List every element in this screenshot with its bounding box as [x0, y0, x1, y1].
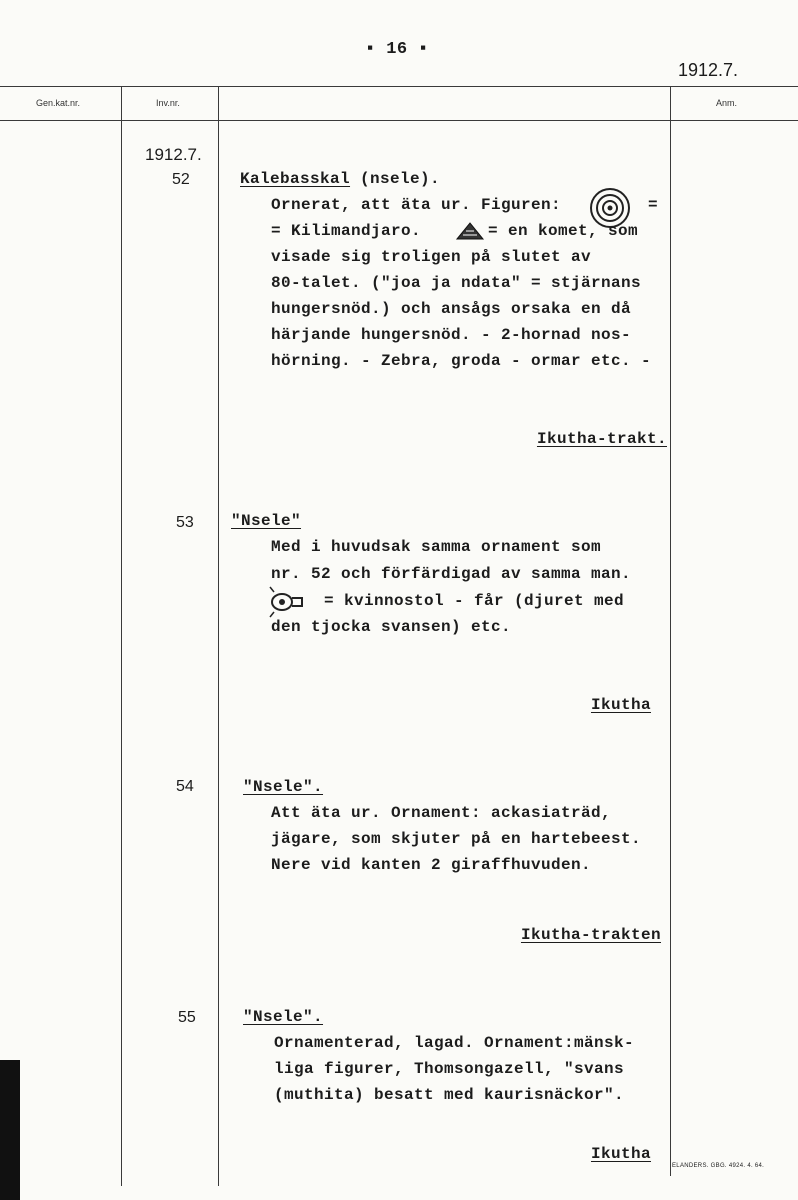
- entry-55-number: 55: [178, 1009, 196, 1026]
- entry-52-line-6: hungersnöd.) och ansågs orsaka en då: [271, 300, 632, 318]
- page-number: ▪ 16 ▪: [365, 40, 429, 59]
- entry-52-title-rest: (nsele).: [350, 170, 441, 188]
- page-number-dash: ▪: [365, 40, 387, 59]
- entry-52-line-4: visade sig troligen på slutet av: [271, 248, 592, 266]
- header-top-rule: [0, 86, 798, 87]
- entry-52-line-2: = Kilimandjaro.: [271, 222, 422, 240]
- entry-53-number: 53: [176, 514, 194, 531]
- entry-53-line-2: nr. 52 och förfärdigad av samma man.: [271, 565, 632, 583]
- group-year: 1912.7.: [145, 145, 202, 164]
- entry-55-title: [243, 1008, 323, 1026]
- entry-52-title-row: [240, 170, 440, 188]
- column-divider-2: [218, 86, 219, 1186]
- entry-55-title-text: "Nsele".: [243, 1008, 324, 1026]
- entry-54-place: Ikutha-trakten: [520, 926, 661, 944]
- entry-55-place: Ikutha: [590, 1145, 651, 1163]
- column-divider-3: [670, 86, 671, 1176]
- stool-figure-icon: [268, 586, 308, 618]
- column-header-inv-nr: Inv.nr.: [156, 98, 180, 108]
- entry-52-title: Kalebasskal: [240, 170, 351, 188]
- entry-55-line-3: (muthita) besatt med kaurisnäckor".: [274, 1086, 625, 1104]
- printer-mark: ELANDERS. GBG. 4924. 4. 64.: [672, 1163, 765, 1169]
- entry-52-equals: =: [648, 196, 659, 214]
- entry-54-number: 54: [176, 778, 194, 795]
- column-divider-1: [121, 86, 122, 1186]
- entry-52-number: 52: [172, 171, 190, 188]
- entry-52-line-7: härjande hungersnöd. - 2-hornad nos-: [271, 326, 632, 344]
- entry-53-line-1: Med i huvudsak samma ornament som: [271, 538, 602, 556]
- entry-54-title: [243, 778, 323, 796]
- column-header-gen-kat-nr: Gen.kat.nr.: [36, 98, 81, 108]
- left-edge-bar: [0, 1060, 20, 1200]
- column-header-anm: Anm.: [716, 98, 738, 108]
- entry-54-line-1: Att äta ur. Ornament: ackasiaträd,: [271, 804, 612, 822]
- entry-52-line-1: Ornerat, att äta ur. Figuren:: [271, 196, 562, 214]
- entry-52-line-3: = en komet, som: [488, 222, 639, 240]
- kilimanjaro-mountain-icon: [455, 221, 485, 241]
- page-number-text: 16: [386, 40, 408, 59]
- entry-53-place: Ikutha: [590, 696, 651, 714]
- entry-53-title: "Nsele": [231, 512, 302, 530]
- entry-54-line-2: jägare, som skjuter på en hartebeest.: [271, 830, 642, 848]
- entry-53-line-3: = kvinnostol - får (djuret med: [324, 592, 625, 610]
- entry-55-line-2: liga figurer, Thomsongazell, "svans: [274, 1060, 625, 1078]
- year-reference: 1912.7.: [678, 60, 739, 80]
- entry-52-line-5: 80-talet. ("joa ja ndata" = stjärnans: [271, 274, 642, 292]
- entry-52-place: Ikutha-trakt.: [536, 430, 667, 448]
- entry-54-line-3: Nere vid kanten 2 giraffhuvuden.: [271, 856, 592, 874]
- header-bottom-rule: [0, 120, 798, 121]
- entry-53-line-4: den tjocka svansen) etc.: [271, 618, 512, 636]
- entry-55-line-1: Ornamenterad, lagad. Ornament:mänsk-: [274, 1034, 635, 1052]
- entry-54-title-text: "Nsele".: [243, 778, 324, 796]
- entry-52-line-8: hörning. - Zebra, groda - ormar etc. -: [271, 352, 652, 370]
